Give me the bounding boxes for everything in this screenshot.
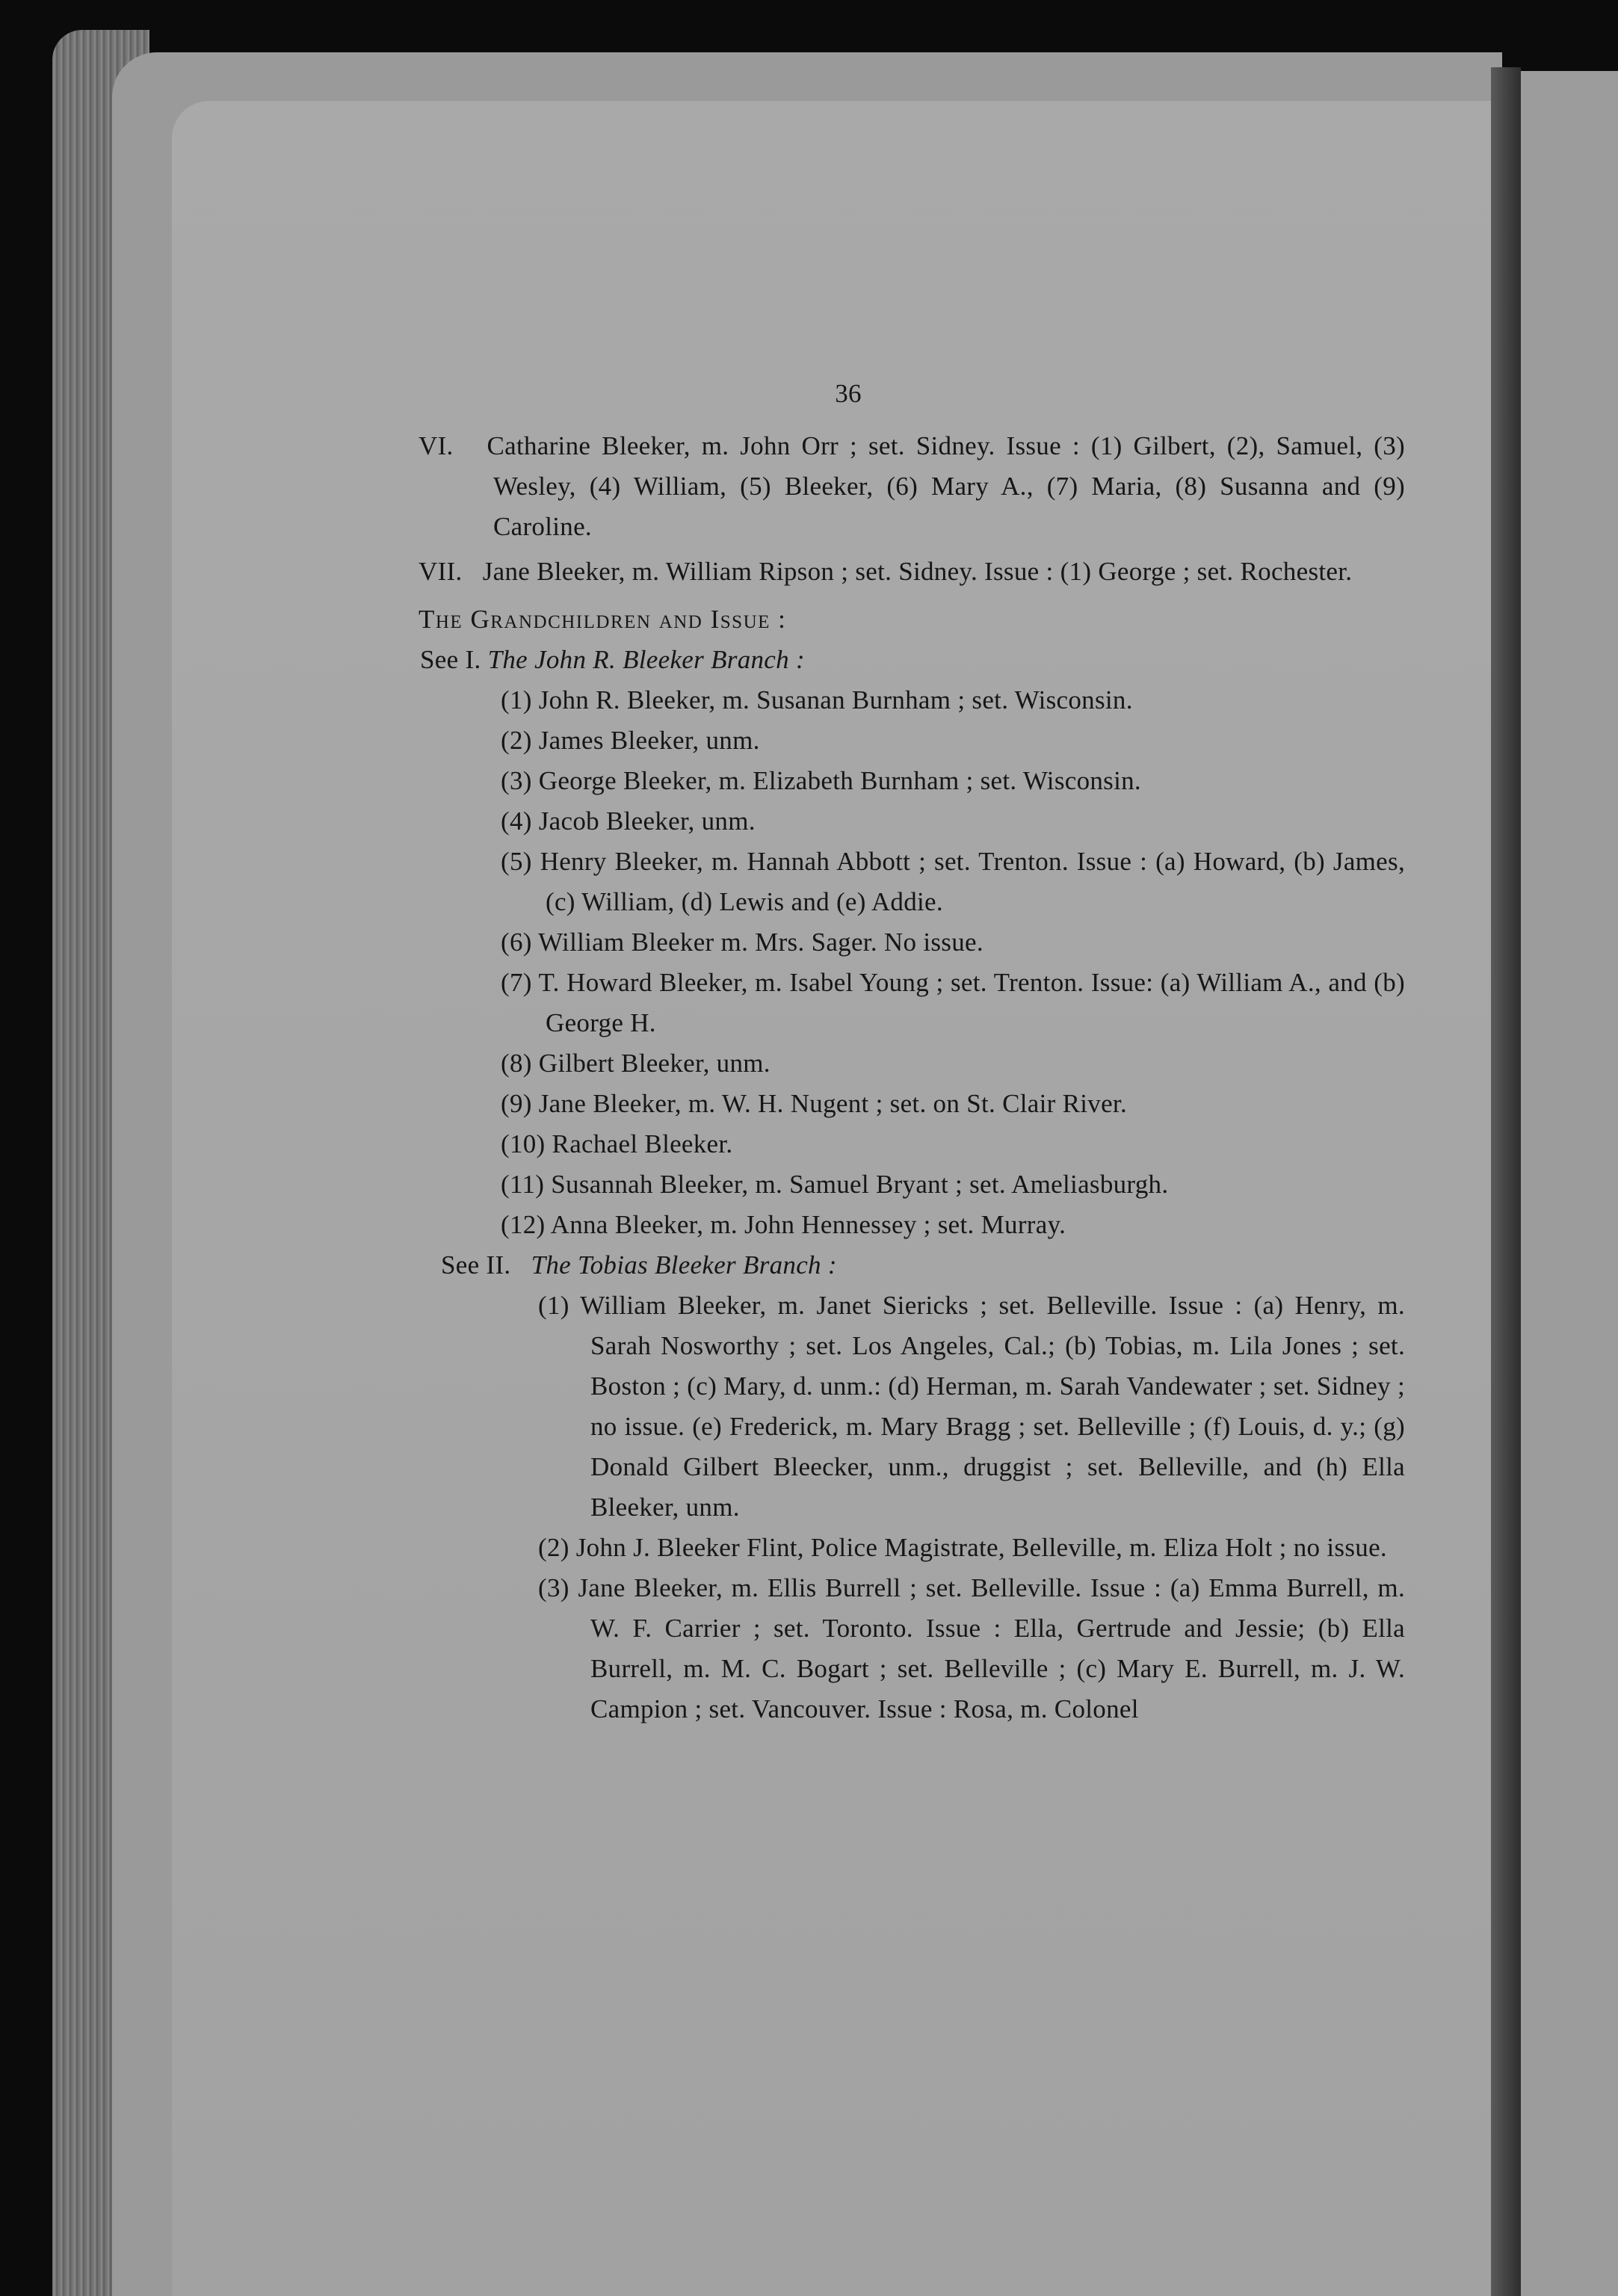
list-item: (2) James Bleeker, unm. bbox=[501, 726, 760, 755]
list-item: (9) Jane Bleeker, m. W. H. Nugent ; set. on St. Clair River. bbox=[501, 1089, 1128, 1118]
list-item: (3) Jane Bleeker, m. Ellis Burrell ; set. Belleville. Issue : (a) Emma Burrell, m. W. F. Carrier ; set. Toronto. Issue : Ella, Gertrude and Jessie; (b) Ella Burrell, m. M. C. Bogart ; set. Belleville ; (c) Mary E. Burrell, m. J. W. Campion ; set. Vancouver. Issue : Rosa, m. Colonel bbox=[538, 1573, 1405, 1723]
entry-numeral: VII. bbox=[419, 557, 463, 586]
page-number: 36 bbox=[835, 379, 862, 408]
list-item: (8) Gilbert Bleeker, unm. bbox=[501, 1049, 771, 1078]
list-item: (10) Rachael Bleeker. bbox=[501, 1129, 733, 1158]
list-item: (5) Henry Bleeker, m. Hannah Abbott ; set. Trenton. Issue : (a) Howard, (b) James, (c) William, (d) Lewis and (e) Addie. bbox=[501, 847, 1405, 916]
entry-vi bbox=[419, 426, 1405, 547]
branch-title: The Tobias Bleeker Branch : bbox=[531, 1250, 837, 1280]
list-item: (3) George Bleeker, m. Elizabeth Burnham ; set. Wisconsin. bbox=[501, 766, 1141, 795]
list-item: (1) William Bleeker, m. Janet Siericks ; set. Belleville. Issue : (a) Henry, m. Sarah Nosworthy ; set. Los Angeles, Cal.; (b) Tobias, m. Lila Jones ; set. Boston ; (c) Mary, d. unm.: (d) Herman, m. Sarah Vandewater ; set. Sidney ; no issue. (e) Frederick, m. Mary Bragg ; set. Belleville ; (f) Louis, d. y.; (g) Donald Gilbert Bleecker, unm., druggist ; set. Belleville, and (h) Ella Bleeker, unm. bbox=[538, 1291, 1405, 1522]
entry-numeral: VI. bbox=[419, 431, 454, 460]
page-text bbox=[419, 374, 1405, 1729]
list-item: (7) T. Howard Bleeker, m. Isabel Young ; set. Trenton. Issue: (a) William A., and (b) George H. bbox=[501, 968, 1405, 1037]
list-item: (4) Jacob Bleeker, unm. bbox=[501, 806, 756, 836]
list-item: (11) Susannah Bleeker, m. Samuel Bryant ; set. Ameliasburgh. bbox=[501, 1170, 1169, 1199]
branch-heading-john bbox=[420, 640, 1405, 680]
entry-text: Catharine Bleeker, m. John Orr ; set. Sidney. Issue : (1) Gilbert, (2), Samuel, (3) Wesley, (4) William, (5) Bleeker, (6) Mary A., (7) Maria, (8) Susanna and (9) Caroline. bbox=[487, 431, 1405, 541]
section-heading: The Grandchildren and Issue : bbox=[419, 605, 787, 634]
entry-vii bbox=[419, 552, 1405, 592]
list-item: (6) William Bleeker m. Mrs. Sager. No issue. bbox=[501, 928, 984, 957]
list-item: (2) John J. Bleeker Flint, Police Magistrate, Belleville, m. Eliza Holt ; no issue. bbox=[538, 1533, 1387, 1562]
facing-page-edge bbox=[1521, 71, 1618, 2296]
branch-prefix: See II. bbox=[441, 1250, 511, 1280]
list-item: (12) Anna Bleeker, m. John Hennessey ; set. Murray. bbox=[501, 1210, 1066, 1239]
branch-title: The John R. Bleeker Branch : bbox=[487, 645, 805, 674]
branch-prefix: See I. bbox=[420, 645, 481, 674]
book-gutter bbox=[1491, 67, 1521, 2296]
branch-heading-tobias bbox=[441, 1245, 1405, 1286]
list-item: (1) John R. Bleeker, m. Susanan Burnham ; set. Wisconsin. bbox=[501, 685, 1133, 715]
entry-text: Jane Bleeker, m. William Ripson ; set. Sidney. Issue : (1) George ; set. Rochester. bbox=[482, 557, 1353, 586]
